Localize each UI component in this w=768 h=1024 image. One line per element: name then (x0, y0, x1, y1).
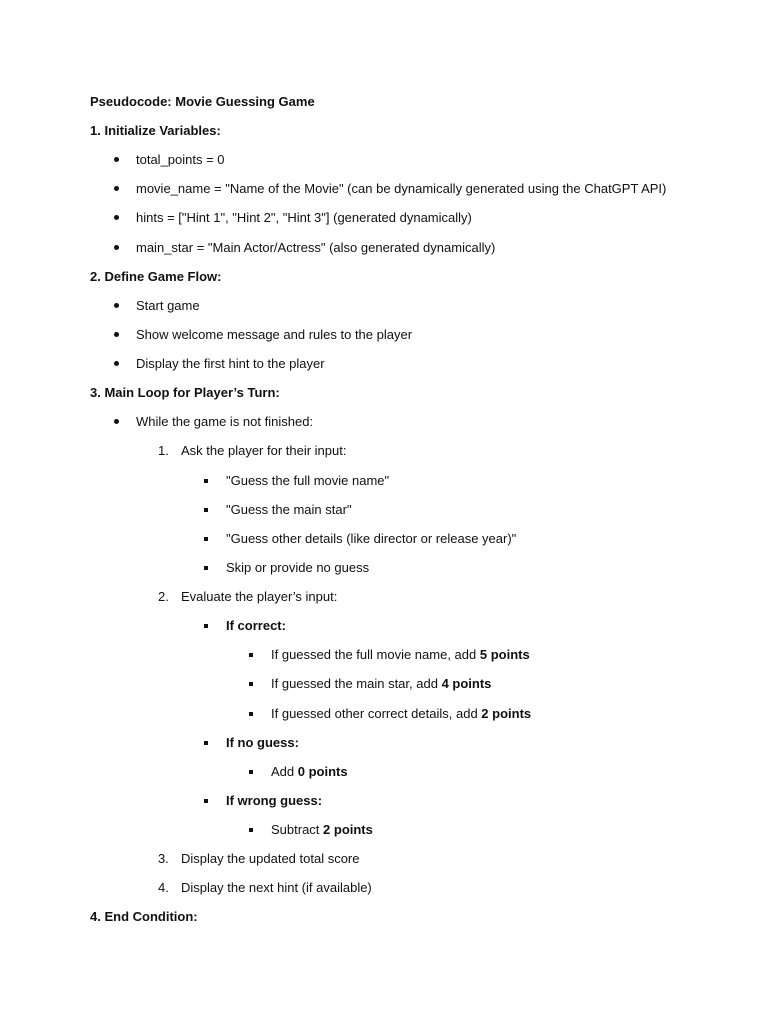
square-bullet (204, 479, 208, 483)
rule-item: If guessed the main star, add 4 points (271, 676, 492, 691)
section-1-heading: 1. Initialize Variables: (90, 123, 221, 138)
step-text: Display the next hint (if available) (181, 880, 372, 895)
condition-label: If no guess: (226, 735, 299, 750)
square-bullet (204, 741, 208, 745)
bullet-dot (114, 157, 119, 162)
bullet-dot (114, 361, 119, 366)
list-item: Start game (136, 298, 200, 313)
rule-item: Subtract 2 points (271, 822, 373, 837)
bullet-dot (114, 419, 119, 424)
step-text: Display the updated total score (181, 851, 360, 866)
section-4-heading: 4. End Condition: (90, 909, 198, 924)
square-bullet (249, 653, 253, 657)
rule-item: If guessed other correct details, add 2 points (271, 706, 532, 721)
list-item: hints = ["Hint 1", "Hint 2", "Hint 3"] (generated dynamically) (136, 210, 472, 225)
section-3-heading: 3. Main Loop for Player’s Turn: (90, 385, 280, 400)
bullet-dot (114, 245, 119, 250)
bullet-dot (114, 186, 119, 191)
list-item: total_points = 0 (136, 152, 225, 167)
document-title: Pseudocode: Movie Guessing Game (90, 94, 315, 109)
condition-label: If wrong guess: (226, 793, 323, 808)
list-item: movie_name = "Name of the Movie" (can be dynamically generated using the ChatGPT API) (136, 181, 667, 196)
step-number: 1. (158, 443, 169, 458)
rule-item: Add 0 points (271, 764, 348, 779)
square-bullet (249, 712, 253, 716)
square-bullet (204, 799, 208, 803)
square-bullet (204, 537, 208, 541)
square-bullet (249, 770, 253, 774)
step-number: 2. (158, 589, 169, 604)
section-2-heading: 2. Define Game Flow: (90, 269, 222, 284)
step-number: 4. (158, 880, 169, 895)
square-bullet (204, 508, 208, 512)
list-item: Display the first hint to the player (136, 356, 325, 371)
option-item: "Guess other details (like director or release year)" (226, 531, 517, 546)
option-item: Skip or provide no guess (226, 560, 370, 575)
step-number: 3. (158, 851, 169, 866)
condition-label: If correct: (226, 618, 286, 633)
list-item: main_star = "Main Actor/Actress" (also generated dynamically) (136, 240, 496, 255)
square-bullet (204, 624, 208, 628)
step-text: Evaluate the player’s input: (181, 589, 338, 604)
step-text: Ask the player for their input: (181, 443, 347, 458)
square-bullet (249, 682, 253, 686)
square-bullet (249, 828, 253, 832)
option-item: "Guess the full movie name" (226, 473, 390, 488)
rule-item: If guessed the full movie name, add 5 points (271, 647, 530, 662)
bullet-dot (114, 303, 119, 308)
list-item: Show welcome message and rules to the player (136, 327, 413, 342)
bullet-dot (114, 215, 119, 220)
square-bullet (204, 566, 208, 570)
option-item: "Guess the main star" (226, 502, 352, 517)
loop-item: While the game is not finished: (136, 414, 314, 429)
bullet-dot (114, 332, 119, 337)
